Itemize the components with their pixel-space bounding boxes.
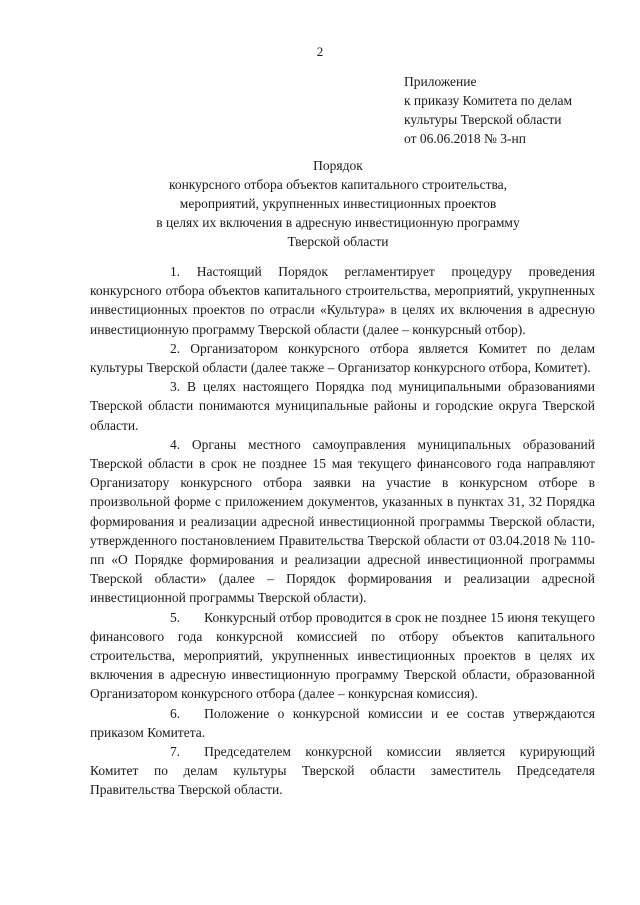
paragraph-4 <box>90 435 595 608</box>
paragraph-number: 3. <box>170 379 181 395</box>
appendix-line: культуры Тверской области <box>404 112 562 127</box>
appendix-line: Приложение <box>404 74 477 89</box>
paragraph-text: Органы местного самоуправления муниципальных образований Тверской области в срок не позднее 15 мая текущего финансового года направляют Организатору конкурсного отбора заявки на участие в конкурсном отборе в произвольной форме с приложением документов, указанных в пунктах 31, 32 Порядка формирования и реализации адресной инвестиционной программы Тверской области, утвержденного постановлением Правительства Тверской области от 03.04.2018 № 110-пп «О Порядке формирования и реализации адресной инвестиционной программы Тверской области» (далее – Порядок формирования и реализации адресной инвестиционной программы Тверской области). <box>90 436 596 606</box>
paragraph-text: Настоящий Порядок регламентирует процедуру проведения конкурсного отбора объектов капитального строительства, мероприятий, укрупненных инвестиционных проектов по отрасли «Культура» в целях их включения в адресную инвестиционную программу Тверской области (далее – конкурсный отбор). <box>90 264 596 337</box>
title-line: в целях их включения в адресную инвестиционную программу <box>156 215 520 230</box>
paragraph-text: Положение о конкурсной комиссии и ее состав утверждаются приказом Комитета. <box>90 705 595 740</box>
document-body <box>90 262 595 800</box>
paragraph-text: Председателем конкурсной комиссии является курирующий Комитет по делам культуры Тверской области заместитель Председателя Правительства Тверской области. <box>90 744 595 798</box>
paragraph-text: Организатором конкурсного отбора является Комитет по делам культуры Тверской области (далее также – Организатор конкурсного отбора, Комитет). <box>90 340 596 376</box>
paragraph-number: 2. <box>170 340 181 356</box>
paragraph-number: 6. <box>170 705 181 721</box>
paragraph-2 <box>90 339 595 377</box>
paragraph-6 <box>90 704 595 742</box>
title-line: Тверской области <box>287 234 389 249</box>
paragraph-1 <box>90 262 595 339</box>
title-line: Порядок <box>313 158 363 173</box>
appendix-line: от 06.06.2018 № 3-нп <box>404 131 526 146</box>
paragraph-3 <box>90 377 595 435</box>
appendix-line: к приказу Комитета по делам <box>404 93 573 108</box>
title-line: конкурсного отбора объектов капитального строительства, <box>168 177 508 192</box>
paragraph-number: 4. <box>170 436 181 452</box>
paragraph-text: В целях настоящего Порядка под муниципальными образованиями Тверской области понимаются муниципальные районы и городские округа Тверской области. <box>90 379 596 433</box>
paragraph-text: Конкурсный отбор проводится в срок не позднее 15 июня текущего финансового года конкурсной комиссией по отбору объектов капитального строительства, мероприятий, укрупненных инвестиционных проектов в целях их включения в адресную инвестиционную программу Тверской области, образованной Организатором конкурсного отбора (далее – конкурсная комиссия). <box>90 609 595 702</box>
paragraph-5 <box>90 608 595 704</box>
paragraph-number: 1. <box>170 264 181 279</box>
title-line: мероприятий, укрупненных инвестиционных проектов <box>179 196 497 211</box>
paragraph-number: 5. <box>170 609 181 625</box>
paragraph-number: 7. <box>170 744 181 760</box>
document-title <box>60 156 616 251</box>
page-number: 2 <box>316 44 324 59</box>
appendix-block <box>404 72 624 148</box>
paragraph-7 <box>90 742 595 800</box>
